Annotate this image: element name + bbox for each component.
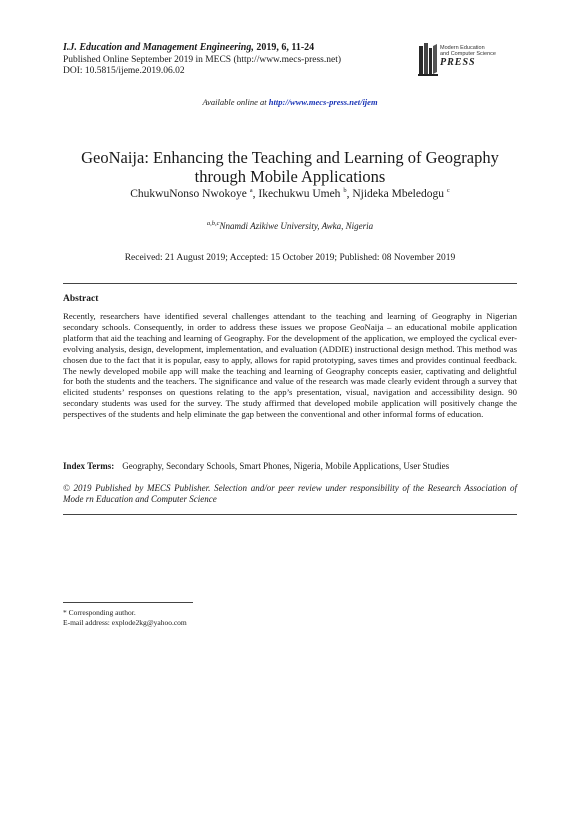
- journal-citation: [63, 42, 314, 54]
- title-line-2: through Mobile Applications: [194, 167, 386, 186]
- published-online: Published Online September 2019 in MECS (http://www.mecs-press.net): [63, 55, 342, 65]
- index-terms: [63, 461, 517, 471]
- book-stack-icon: [418, 40, 438, 78]
- footnote-rule: [63, 602, 193, 603]
- logo-brand: PRESS: [440, 57, 476, 68]
- doi: DOI: 10.5815/ijeme.2019.06.02: [63, 66, 185, 76]
- divider-bottom: [63, 514, 517, 515]
- abstract-body: Recently, researchers have identified several challenges attendant to the teaching and learning of Geography in Nigerian secondary schools. Consequently, in order to address these issues we propose GeoNaija – an educational mobile application platform that aid the teaching and learning of Geography. For the development of the application, we employed the cyclical ever-evolving analysis, design, development, implementation, and evaluation (ADDIE) instructional design method. This method was chosen due to the fact that it is popular, easy to apply, allows for rapid prototyping, saves times and provides continual feedback. The newly developed mobile app will make the teaching and learning of Geography concepts easier, captivating and delightful for both the students and the teachers. The significance and value of the research was made clearly evident through a survey that elicited students’ responses on questions relating to the app’s presentation, visual, navigation and accessibility design. 90 secondary students was used for the survey. The study affirmed that developed mobile application will positively change the perspectives of the students and help eliminate the gap between the conventional and other informal forms of education.: [63, 311, 517, 420]
- logo-line-2: and Computer Science: [440, 51, 496, 57]
- copyright-notice: © 2019 Published by MECS Publisher. Selection and/or peer review under responsibility of the Research Association of Mode rn Education and Computer Science: [63, 483, 517, 504]
- author-list: [63, 188, 517, 200]
- index-terms-label: Index Terms:: [63, 461, 115, 471]
- index-terms-text: Geography, Secondary Schools, Smart Phones, Nigeria, Mobile Applications, User Studies: [122, 461, 450, 471]
- logo-line-1: Modern Education: [440, 45, 485, 51]
- availability-label: Available online at: [202, 97, 269, 107]
- availability-line: [0, 97, 580, 107]
- title-line-1: GeoNaija: Enhancing the Teaching and Learning of Geography: [81, 148, 499, 167]
- affiliation-mark: a,b,c: [206, 220, 220, 227]
- author-name: Ikechukwu Umeh: [258, 188, 341, 200]
- affiliation: [63, 221, 517, 231]
- journal-name: I.J. Education and Management Engineering,: [63, 42, 254, 53]
- author-name: Njideka Mbeledogu: [352, 188, 444, 200]
- affiliation-text: Nnamdi Azikiwe University, Awka, Nigeria: [219, 221, 374, 231]
- author-separator: ,: [252, 188, 259, 200]
- author-mark: b: [343, 187, 347, 195]
- publisher-logo: [418, 40, 518, 78]
- journal-url-link[interactable]: http://www.mecs-press.net/ijem: [268, 97, 378, 107]
- divider-top: [63, 283, 517, 284]
- paper-title: [63, 148, 517, 186]
- abstract-heading: Abstract: [63, 294, 99, 304]
- author-separator: ,: [346, 188, 353, 200]
- author-name: ChukwuNonso Nwokoye: [130, 188, 247, 200]
- publication-dates: Received: 21 August 2019; Accepted: 15 October 2019; Published: 08 November 2019: [124, 253, 456, 263]
- journal-issue: 2019, 6, 11-24: [253, 42, 315, 53]
- corresponding-email: E-mail address: explode2kg@yahoo.com: [63, 618, 187, 627]
- author-mark: a: [249, 187, 253, 195]
- author-mark: c: [446, 187, 450, 195]
- corresponding-author-note: * Corresponding author.: [63, 608, 136, 617]
